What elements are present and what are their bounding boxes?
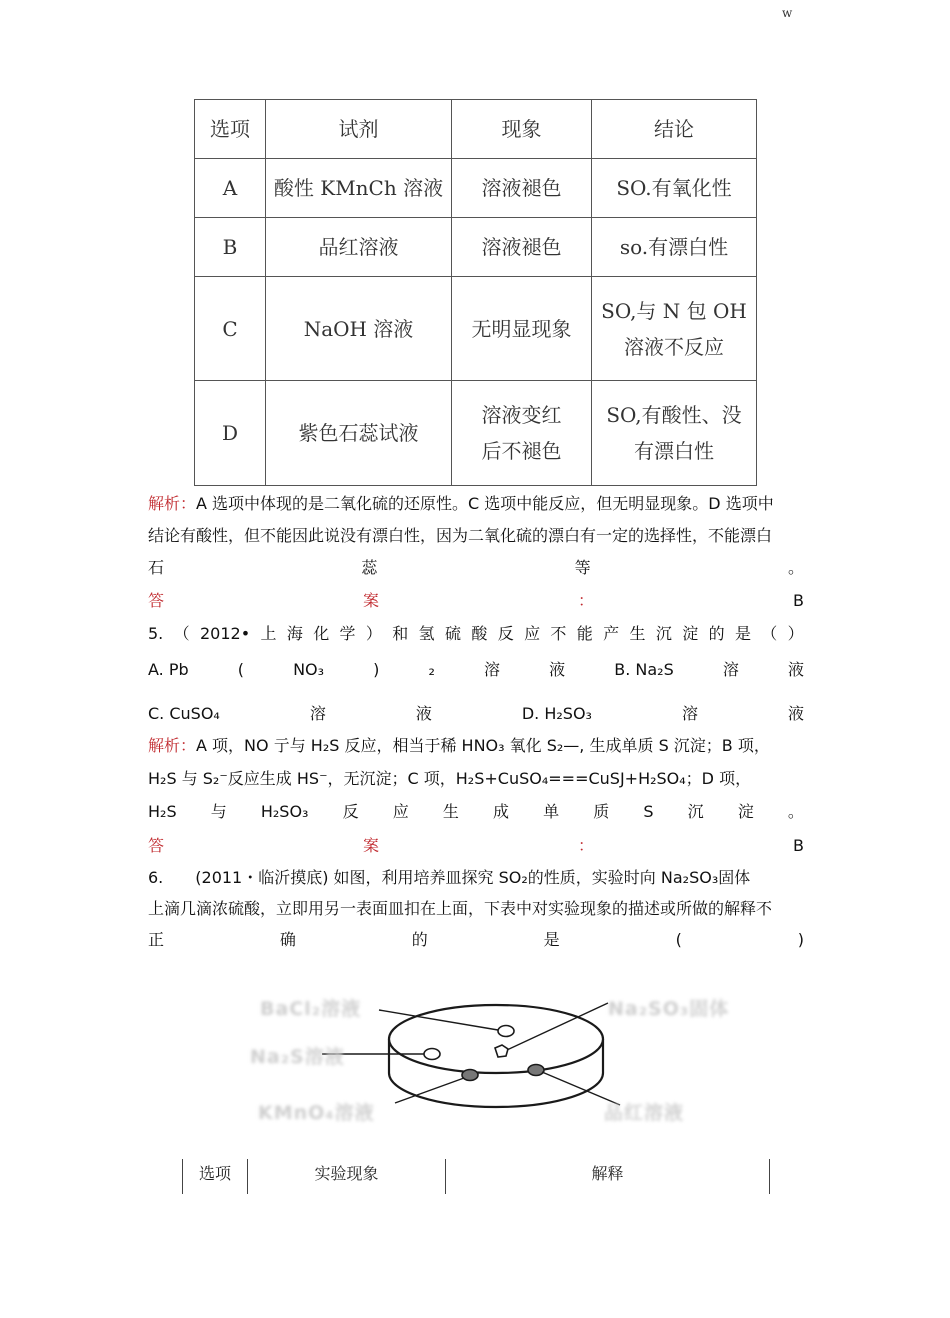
header-option: 选项	[195, 100, 266, 159]
table-row	[195, 218, 757, 277]
justified-token: 上	[260, 624, 277, 643]
analysis-text: A 选项中体现的是二氧化硫的还原性。C 选项中能反应，但无明显现象。D 选项中	[196, 494, 774, 513]
justified-token: NO₃	[293, 660, 325, 679]
answer-label-char: 答	[148, 836, 165, 855]
table-header-row	[195, 100, 757, 159]
justified-token: 5.	[148, 624, 164, 643]
justified-token: D. H₂SO₃	[521, 704, 592, 723]
conclusion-line: 溶液不反应	[624, 334, 724, 359]
justified-token: ₂	[428, 660, 435, 679]
experiment-table	[182, 1159, 770, 1194]
option-cell: D	[195, 381, 266, 486]
justified-token: 酸	[471, 624, 488, 643]
table-row	[195, 381, 757, 486]
reagent-table	[194, 99, 757, 486]
justified-token: H₂S	[148, 802, 177, 821]
justified-token: （	[173, 624, 190, 643]
question-6-line1: 6. (2011・临沂摸底) 如图，利用培养皿探究 SO₂的性质，实验时向 Na₂SO₃固体	[148, 868, 751, 887]
reagent-cell: 品红溶液	[266, 218, 452, 277]
justified-token: 是	[543, 930, 560, 949]
justified-token: (	[237, 660, 244, 679]
justified-token: 溶	[681, 704, 698, 723]
justified-token: 确	[279, 930, 296, 949]
answer-q5	[148, 835, 804, 857]
justified-token: （	[761, 624, 778, 643]
well-bacl2	[498, 1026, 514, 1037]
table-header-row	[183, 1159, 770, 1194]
justified-token: 沉	[655, 624, 672, 643]
justified-token: (	[675, 930, 682, 949]
justified-char: 等	[574, 558, 591, 577]
header-conclusion: 结论	[592, 100, 757, 159]
conclusion-cell	[592, 159, 757, 218]
conclusion-line: SO,有酸性、没	[606, 403, 742, 427]
solid-na2so3	[495, 1045, 508, 1057]
justified-token: 液	[787, 704, 804, 723]
justified-token: 淀	[737, 802, 754, 821]
justified-char: 石	[148, 558, 165, 577]
question-6-line2: 上滴几滴浓硫酸，立即用另一表面皿扣在上面，下表中对实验现象的描述或所做的解释不	[148, 899, 773, 918]
question-5-stem	[148, 623, 804, 645]
conclusion-cell	[592, 218, 757, 277]
analysis-q4-line2: 结论有酸性，但不能因此说没有漂白性，因为二氧化硫的漂白有一定的选择性，不能漂白	[148, 526, 773, 545]
conclusion-line: 有漂白性	[634, 439, 714, 463]
justified-token: H₂SO₃	[260, 802, 309, 821]
conclusion-line: SO.有氧化性	[616, 176, 732, 200]
table-row	[195, 277, 757, 381]
justified-token: ）	[787, 624, 804, 643]
justified-token: 液	[415, 704, 432, 723]
phenomenon-line: 溶液褪色	[481, 176, 562, 200]
justified-token: 化	[313, 624, 330, 643]
answer-label-char: 答	[148, 591, 165, 610]
justified-token: )	[373, 660, 380, 679]
justified-token: 的	[708, 624, 725, 643]
reagent-cell: 紫色石蕊试液	[266, 381, 452, 486]
header-explanation: 解释	[446, 1159, 770, 1194]
justified-token: 。	[787, 802, 804, 821]
justified-token: 不	[550, 624, 567, 643]
justified-token: 反	[497, 624, 514, 643]
justified-token: 应	[524, 624, 541, 643]
analysis-q5-line3	[148, 801, 804, 823]
diagram-label-kmno4: KMnO₄溶液	[258, 1102, 375, 1124]
answer-label-char: 案	[363, 591, 380, 610]
question-5-options-ab	[148, 659, 804, 681]
justified-token: 沉	[687, 802, 704, 821]
option-cell: B	[195, 218, 266, 277]
justified-token: S	[643, 802, 654, 821]
answer-label-char: ：	[578, 836, 595, 855]
well-kmno4	[462, 1070, 478, 1081]
analysis-q5-line1	[148, 735, 804, 757]
justified-token: 成	[492, 802, 509, 821]
well-pinhong	[528, 1065, 544, 1076]
justified-token: 应	[392, 802, 409, 821]
header-phenomenon: 实验现象	[248, 1159, 446, 1194]
analysis-text: A 项，NO 亍与 H₂S 反应，相当于稀 HNO₃ 氧化 S₂—, 生成单质 S 沉淀；B 项，	[196, 736, 770, 755]
answer-label-char: 案	[363, 836, 380, 855]
answer-q4	[148, 590, 804, 612]
diagram-label-na2s: Na₂S溶液	[250, 1046, 345, 1068]
phenomenon-cell	[452, 218, 592, 277]
phenomenon-cell	[452, 159, 592, 218]
justified-token: B. Na₂S	[614, 660, 674, 679]
reagent-cell: NaOH 溶液	[266, 277, 452, 381]
header-phenomenon: 现象	[452, 100, 592, 159]
conclusion-line: so.有漂白性	[619, 235, 729, 259]
phenomenon-line: 后不褪色	[481, 439, 562, 463]
page-corner-mark: w	[782, 6, 793, 20]
justified-token: 的	[411, 930, 428, 949]
header-option: 选项	[183, 1159, 248, 1194]
justified-token: 产	[603, 624, 620, 643]
diagram-label-bacl2: BaCl₂溶液	[260, 998, 362, 1020]
phenomenon-line: 溶液变红	[481, 403, 562, 427]
question-5-options-cd	[148, 703, 804, 725]
justified-token: 正	[148, 930, 165, 949]
conclusion-cell	[592, 381, 757, 486]
answer-label-char: ：	[578, 591, 595, 610]
justified-token: 溶	[484, 660, 501, 679]
analysis-q5-line2: H₂S 与 S₂⁻反应生成 HS⁻，无沉淀；C 项，H₂S+CuSO₄===CuSJ+H₂SO₄；D 项，	[148, 769, 752, 788]
justified-token: 和	[392, 624, 409, 643]
justified-token: C. CuSO₄	[148, 704, 220, 723]
diagram-label-na2so3: Na₂SO₃固体	[608, 998, 730, 1020]
petri-dish-diagram	[248, 990, 748, 1130]
justified-token: 溶	[722, 660, 739, 679]
analysis-label: 解析：	[148, 494, 197, 513]
well-na2s	[424, 1049, 440, 1060]
option-cell: A	[195, 159, 266, 218]
analysis-label: 解析：	[148, 736, 197, 755]
justified-char: 。	[787, 558, 804, 577]
justified-token: 能	[576, 624, 593, 643]
justified-token: 溶	[309, 704, 326, 723]
justified-token: 硫	[444, 624, 461, 643]
justified-token: 2012•	[199, 624, 251, 643]
phenomenon-cell	[452, 381, 592, 486]
question-6-line3	[148, 929, 804, 951]
analysis-q4-line1	[148, 493, 804, 515]
justified-char: 蕊	[361, 558, 378, 577]
dish-rim	[389, 1005, 603, 1073]
conclusion-line: SO,与 N 包 OH	[601, 298, 747, 323]
phenomenon-line: 无明显现象	[471, 316, 572, 341]
justified-token: 生	[442, 802, 459, 821]
option-cell: C	[195, 277, 266, 381]
analysis-q4-line3	[148, 557, 804, 579]
justified-token: 氢	[418, 624, 435, 643]
justified-token: 质	[593, 802, 610, 821]
diagram-label-pinhong: 品红溶液	[604, 1102, 685, 1124]
header-reagent: 试剂	[266, 100, 452, 159]
justified-token: 生	[629, 624, 646, 643]
justified-token: ）	[365, 624, 382, 643]
justified-token: 学	[339, 624, 356, 643]
phenomenon-line: 溶液褪色	[481, 235, 562, 259]
table-row	[195, 159, 757, 218]
answer-value: B	[793, 591, 804, 610]
justified-token: A. Pb	[148, 660, 189, 679]
justified-token: 液	[549, 660, 566, 679]
phenomenon-cell	[452, 277, 592, 381]
justified-token: 海	[286, 624, 303, 643]
justified-token: 反	[342, 802, 359, 821]
answer-value: B	[793, 836, 804, 855]
justified-token: 与	[210, 802, 227, 821]
justified-token: 液	[787, 660, 804, 679]
conclusion-cell	[592, 277, 757, 381]
justified-token: 单	[543, 802, 560, 821]
justified-token: 淀	[682, 624, 699, 643]
justified-token: )	[797, 930, 804, 949]
reagent-cell: 酸性 KMnCh 溶液	[266, 159, 452, 218]
justified-token: 是	[734, 624, 751, 643]
